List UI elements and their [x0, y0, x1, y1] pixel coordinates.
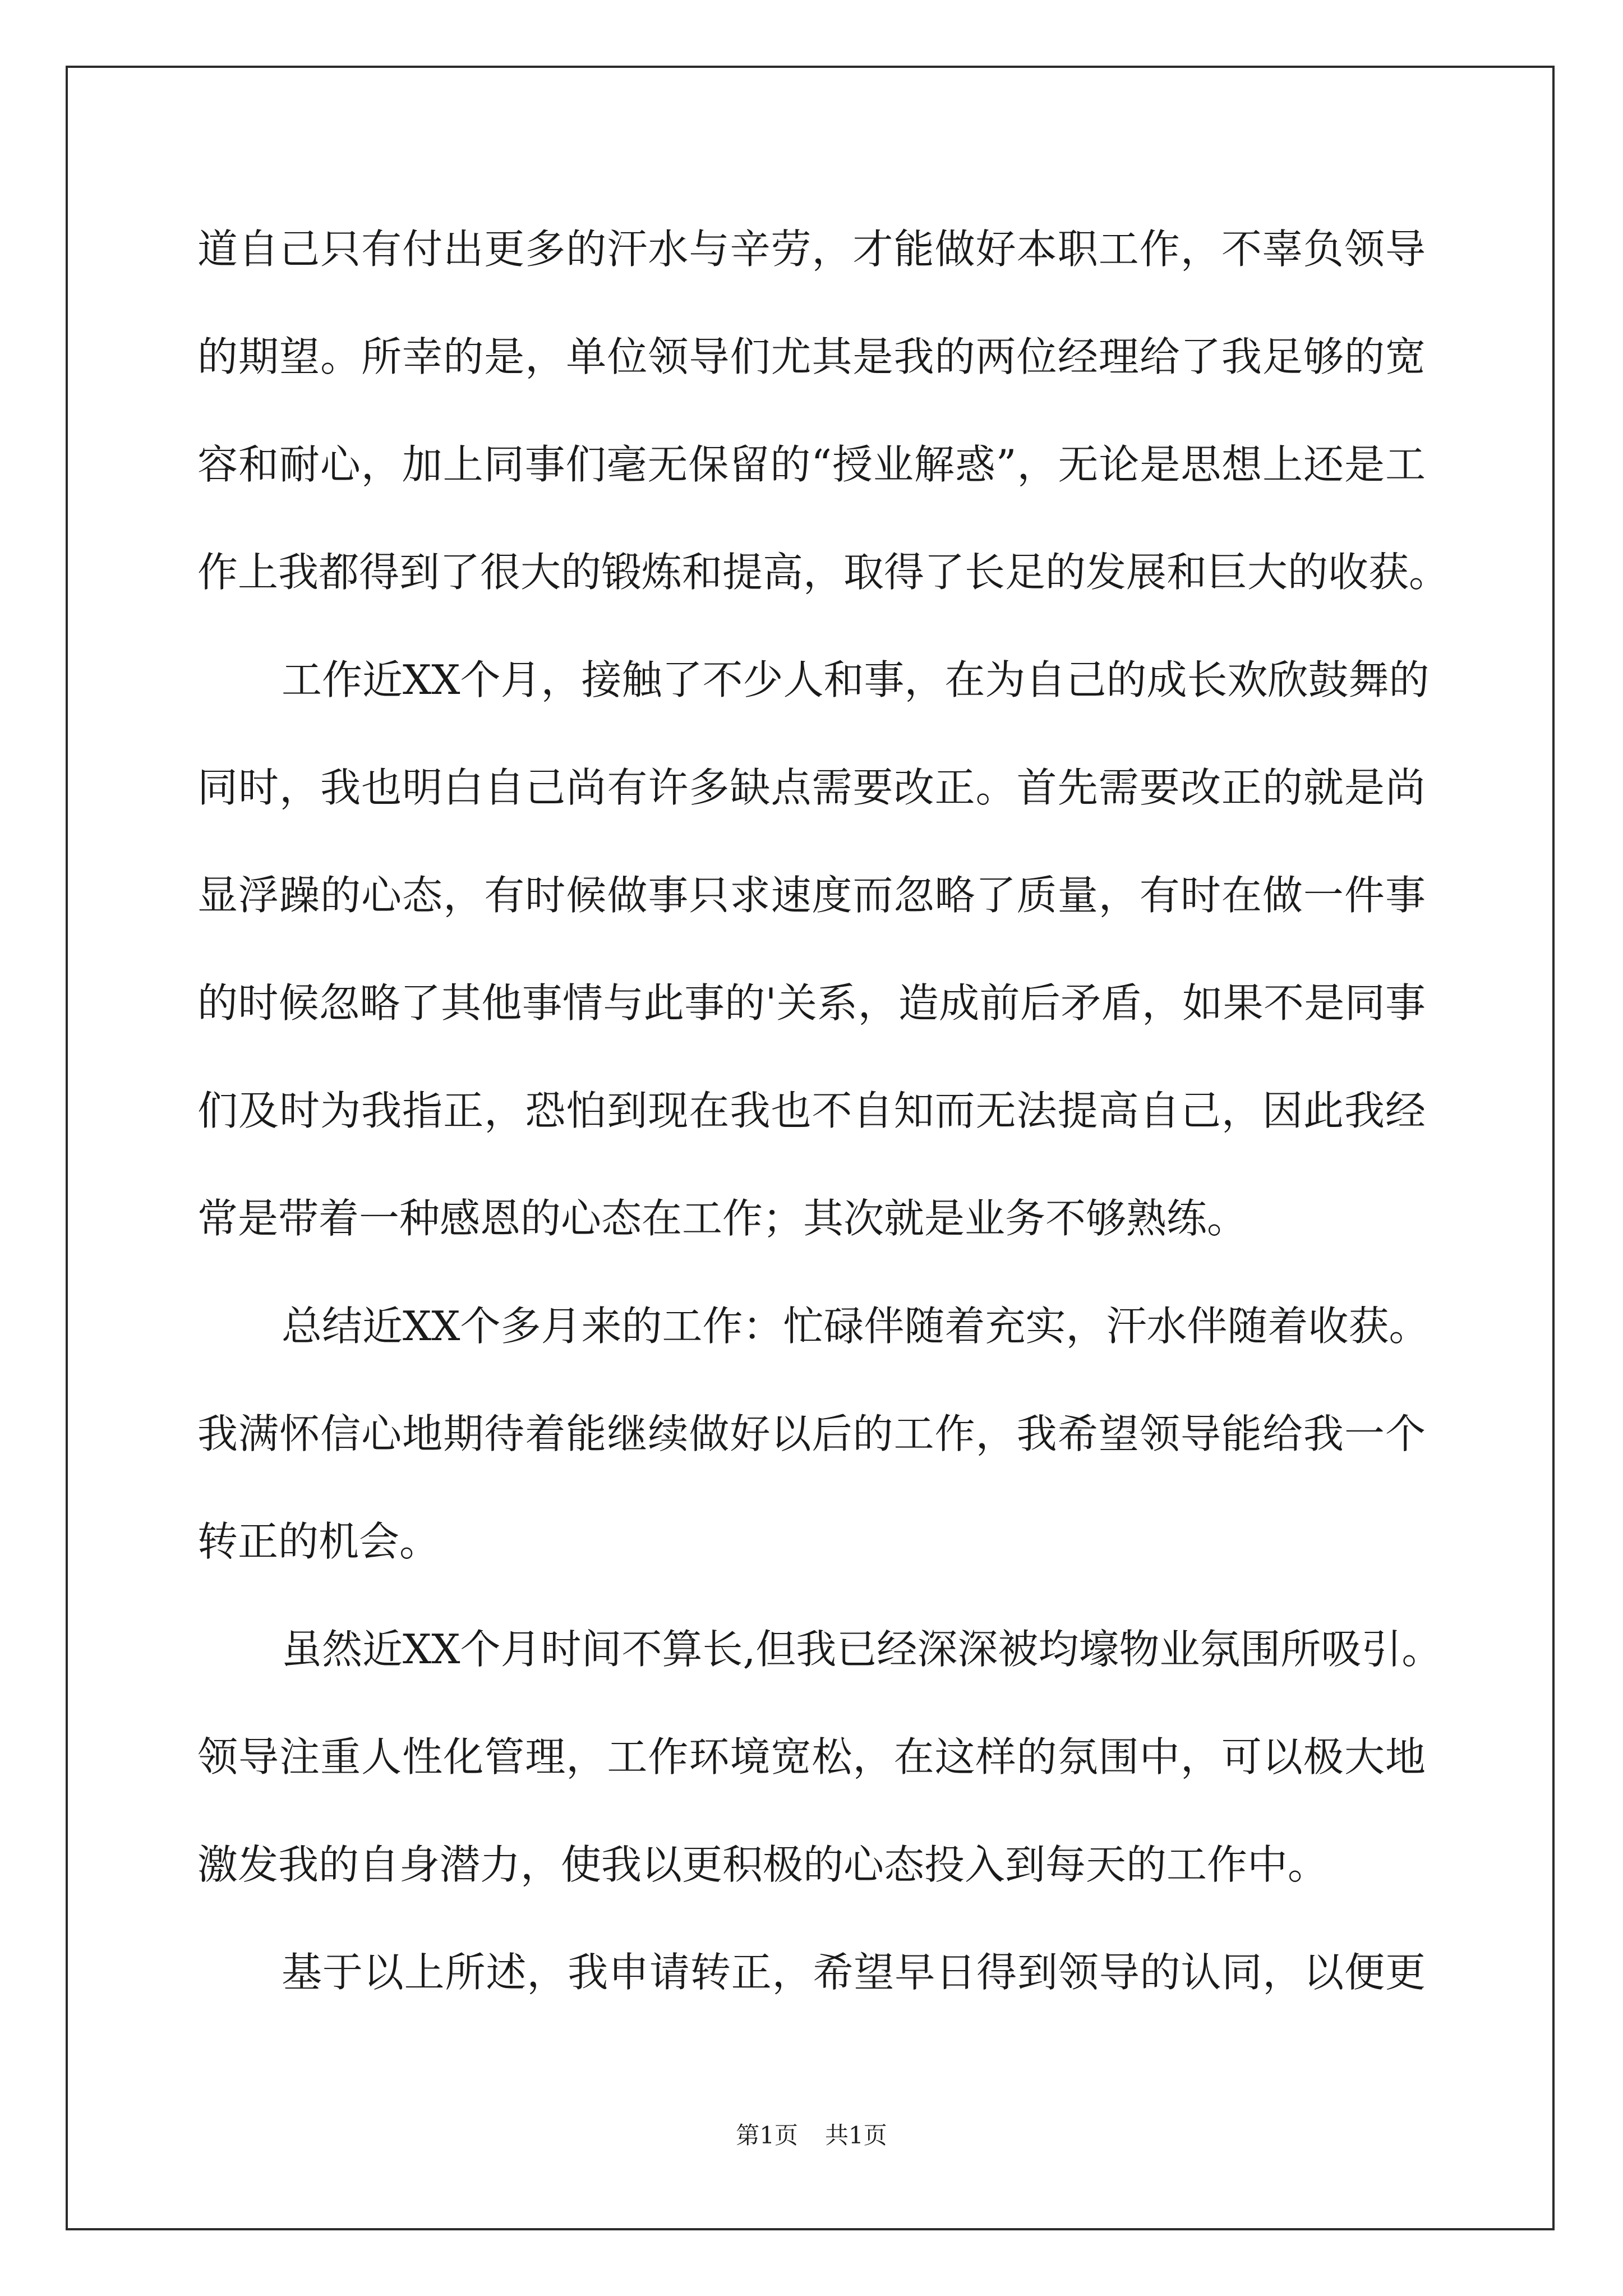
text-line: 我满怀信心地期待着能继续做好以后的工作，我希望领导能给我一个 [197, 1410, 1426, 1457]
page-number: 第1页 [736, 2122, 798, 2149]
text-line: 道自己只有付出更多的汗水与辛劳，才能做好本职工作，不辜负领导 [197, 226, 1426, 273]
paragraph-first-line: 虽然近XX个月时间不算长,但我已经深深被均壕物业氛围所吸引。 [282, 1626, 1442, 1673]
text-line: 容和耐心，加上同事们毫无保留的“授业解惑”，无论是思想上还是工 [197, 441, 1426, 488]
text-line: 的期望。所幸的是，单位领导们尤其是我的两位经理给了我足够的宽 [197, 333, 1426, 380]
text-line: 们及时为我指正，恐怕到现在我也不自知而无法提高自己，因此我经 [197, 1087, 1426, 1134]
text-line: 的时候忽略了其他事情与此事的'关系，造成前后矛盾，如果不是同事 [197, 979, 1426, 1027]
paragraph-first-line: 基于以上所述，我申请转正，希望早日得到领导的认同，以便更 [282, 1949, 1426, 1996]
text-line: 作上我都得到了很大的锻炼和提高，取得了长足的发展和巨大的收获。 [197, 549, 1450, 596]
paragraph-last-line: 激发我的自身潜力，使我以更积极的心态投入到每天的工作中。 [197, 1841, 1329, 1888]
page-total: 共1页 [825, 2122, 887, 2149]
paragraph-first-line: 工作近XX个月，接触了不少人和事，在为自己的成长欢欣鼓舞的 [282, 656, 1430, 703]
text-line: 同时，我也明白自己尚有许多缺点需要改正。首先需要改正的就是尚 [197, 764, 1426, 811]
paragraph-last-line: 常是带着一种感恩的心态在工作；其次就是业务不够熟练。 [197, 1195, 1248, 1242]
paragraph-last-line: 转正的机会。 [197, 1518, 440, 1565]
text-line: 显浮躁的心态，有时候做事只求速度而忽略了质量，有时在做一件事 [197, 872, 1426, 919]
page-border [66, 66, 1555, 2230]
text-line: 领导注重人性化管理，工作环境宽松，在这样的氛围中，可以极大地 [197, 1733, 1426, 1780]
page-footer [0, 2124, 1623, 2147]
paragraph-first-line: 总结近XX个多月来的工作：忙碌伴随着充实，汗水伴随着收获。 [282, 1303, 1430, 1350]
